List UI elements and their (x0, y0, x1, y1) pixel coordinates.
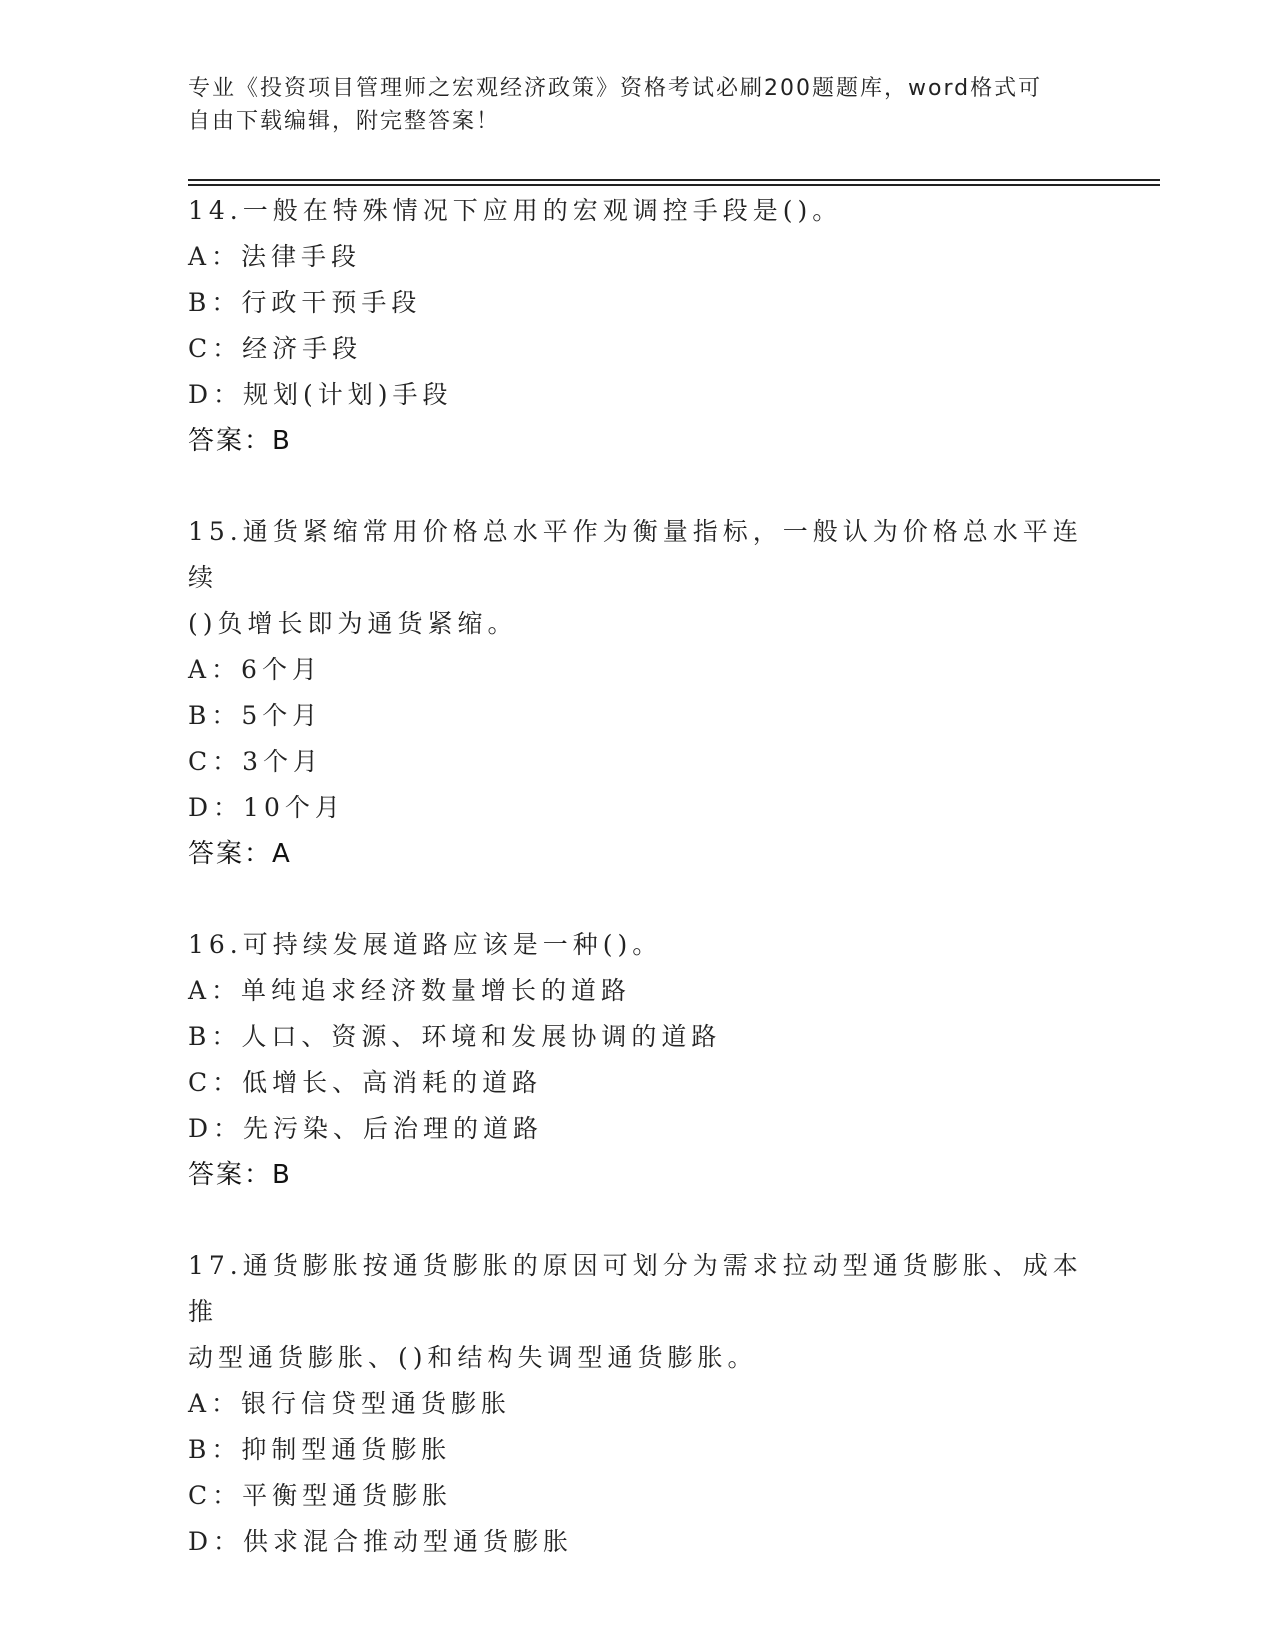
option-a: A：单纯追求经济数量增长的道路 (188, 976, 632, 1005)
header-line-1: 专业《投资项目管理师之宏观经济政策》资格考试必刷200题题库，word格式可 (188, 76, 1043, 101)
question-stem: 16.可持续发展道路应该是一种()。 (188, 930, 663, 959)
option-b: B：5个月 (188, 701, 323, 730)
question-stem-continued: ()负增长即为通货紧缩。 (188, 609, 518, 638)
question-stem: 15.通货紧缩常用价格总水平作为衡量指标，一般认为价格总水平连续 (188, 517, 1083, 592)
question-list (188, 188, 1088, 1610)
option-b: B：人口、资源、环境和发展协调的道路 (188, 1022, 722, 1051)
option-b: B：行政干预手段 (188, 288, 422, 317)
option-c: C：经济手段 (188, 334, 363, 363)
option-a: A：银行信贷型通货膨胀 (188, 1389, 512, 1418)
option-a: A：6个月 (188, 655, 322, 684)
option-a: A：法律手段 (188, 242, 362, 271)
question-stem: 14.一般在特殊情况下应用的宏观调控手段是()。 (188, 196, 843, 225)
question-16 (188, 922, 1088, 1198)
option-d: D：先污染、后治理的道路 (188, 1114, 544, 1143)
header-line-2: 自由下载编辑，附完整答案！ (188, 109, 501, 134)
question-stem: 17.通货膨胀按通货膨胀的原因可划分为需求拉动型通货膨胀、成本推 (188, 1251, 1083, 1326)
question-15 (188, 509, 1088, 877)
answer-label: 答案：A (188, 839, 292, 869)
header-divider-bottom (188, 184, 1160, 186)
question-17 (188, 1243, 1088, 1565)
document-header (188, 72, 1088, 138)
option-b: B：抑制型通货膨胀 (188, 1435, 452, 1464)
option-d: D：供求混合推动型通货膨胀 (188, 1527, 574, 1556)
option-c: C：平衡型通货膨胀 (188, 1481, 453, 1510)
option-d: D：10个月 (188, 793, 345, 822)
answer-label: 答案：B (188, 426, 292, 456)
question-stem-continued: 动型通货膨胀、()和结构失调型通货膨胀。 (188, 1343, 758, 1372)
header-divider-top (188, 179, 1160, 181)
option-c: C：3个月 (188, 747, 324, 776)
option-d: D：规划(计划)手段 (188, 380, 453, 409)
question-14 (188, 188, 1088, 464)
answer-label: 答案：B (188, 1160, 292, 1190)
option-c: C：低增长、高消耗的道路 (188, 1068, 543, 1097)
